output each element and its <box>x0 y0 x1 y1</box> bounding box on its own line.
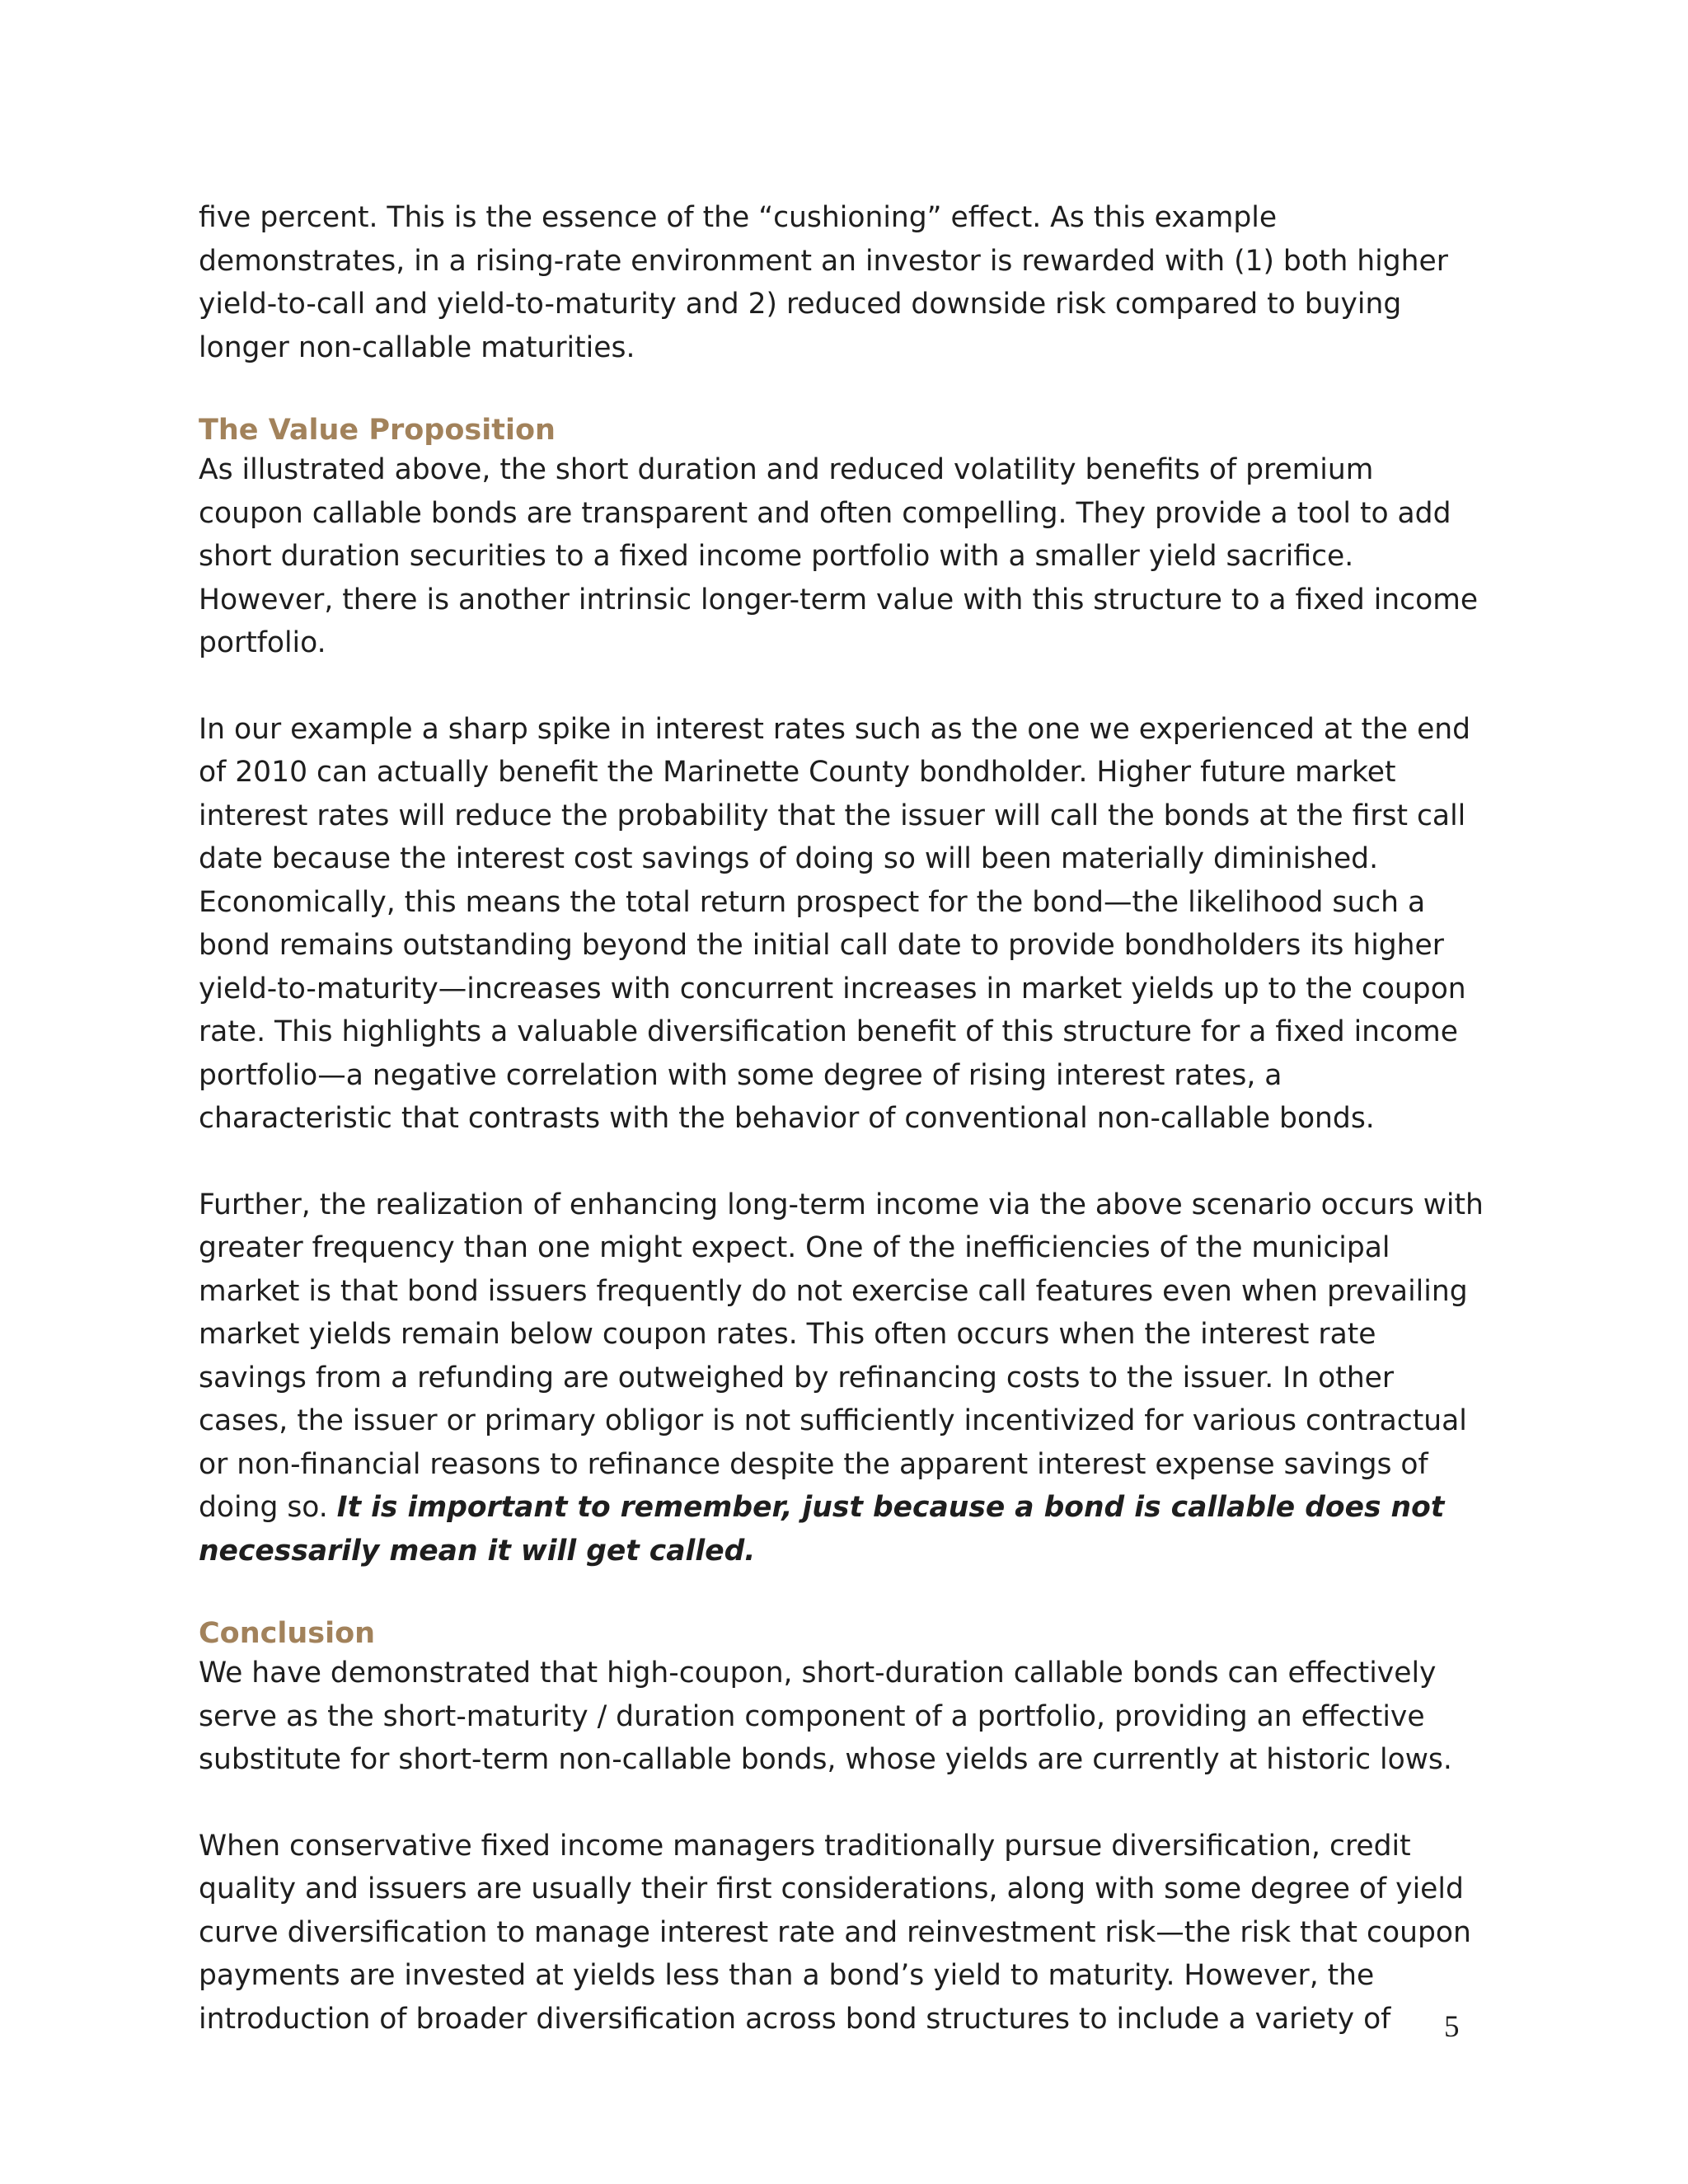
paragraph-conclusion: We have demonstrated that high-coupon, short-duration callable bonds can effectively serve as the short-maturity / duration component of a portfolio, providing an effective substitute for short-term non-callable bonds, whose yields are currently at historic lows. <box>199 1657 1452 1776</box>
paragraph-value-proposition: As illustrated above, the short duration and reduced volatility benefits of premium coupon callable bonds are transparent and often compelling. They provide a tool to add short duration securities to a fixed income portfolio with a smaller yield sacrifice. However, there is another intrinsic longer-term value with this structure to a fixed income portfolio. <box>199 453 1479 659</box>
paragraph-cushioning: five percent. This is the essence of the “cushioning” effect. As this example demonstrates, in a rising-rate environment an investor is rewarded with (1) both higher yield-to-call and yield-to-maturity and 2) reduced downside risk compared to buying longer non-callable maturities. <box>199 201 1448 364</box>
paragraph-call-features <box>199 1183 1484 1573</box>
paragraph-diversification: When conservative fixed income managers traditionally pursue diversification, credit quality and issuers are usually their first considerations, along with some degree of yield curve diversification to manage interest rate and reinvestment risk—the risk that coupon payments are invested at yields less than a bond’s yield to maturity. However, the introduction of broader diversification across bond structures to include a variety of <box>199 1829 1471 2036</box>
call-features-text: Further, the realization of enhancing long-term income via the above scenario occurs with greater frequency than one might expect. One of the inefficiencies of the municipal market is that bond issuers frequently do not exercise call features even when prevailing market yields remain below coupon rates. This often occurs when the interest rate savings from a refunding are outweighed by refinancing costs to the issuer. In other cases, the issuer or primary obligor is not sufficiently incentivized for various contractual or non-financial reasons to refinance despite the apparent interest expense savings of doing so. <box>199 1188 1484 1524</box>
heading-conclusion: Conclusion <box>199 1617 376 1650</box>
page-number: 5 <box>1444 2010 1460 2044</box>
call-features-emphasis: It is important to remember, just because a bond is callable does not necessarily mean it will get called. <box>199 1491 1445 1568</box>
heading-value-proposition: The Value Proposition <box>199 414 556 447</box>
document-page <box>199 196 1484 2083</box>
paragraph-interest-rate-spike: In our example a sharp spike in interest rates such as the one we experienced at the end of 2010 can actually benefit the Marinette County bondholder. Higher future market interest rates will reduce the probability that the issuer will call the bonds at the first call date because the interest cost savings of doing so will been materially diminished. Economically, this means the total return prospect for the bond—the likelihood such a bond remains outstanding beyond the initial call date to provide bondholders its higher yield-to-maturity—increases with concurrent increases in market yields up to the coupon rate. This highlights a valuable diversification benefit of this structure for a fixed income portfolio—a negative correlation with some degree of rising interest rates, a characteristic that contrasts with the behavior of conventional non-callable bonds. <box>199 712 1471 1135</box>
